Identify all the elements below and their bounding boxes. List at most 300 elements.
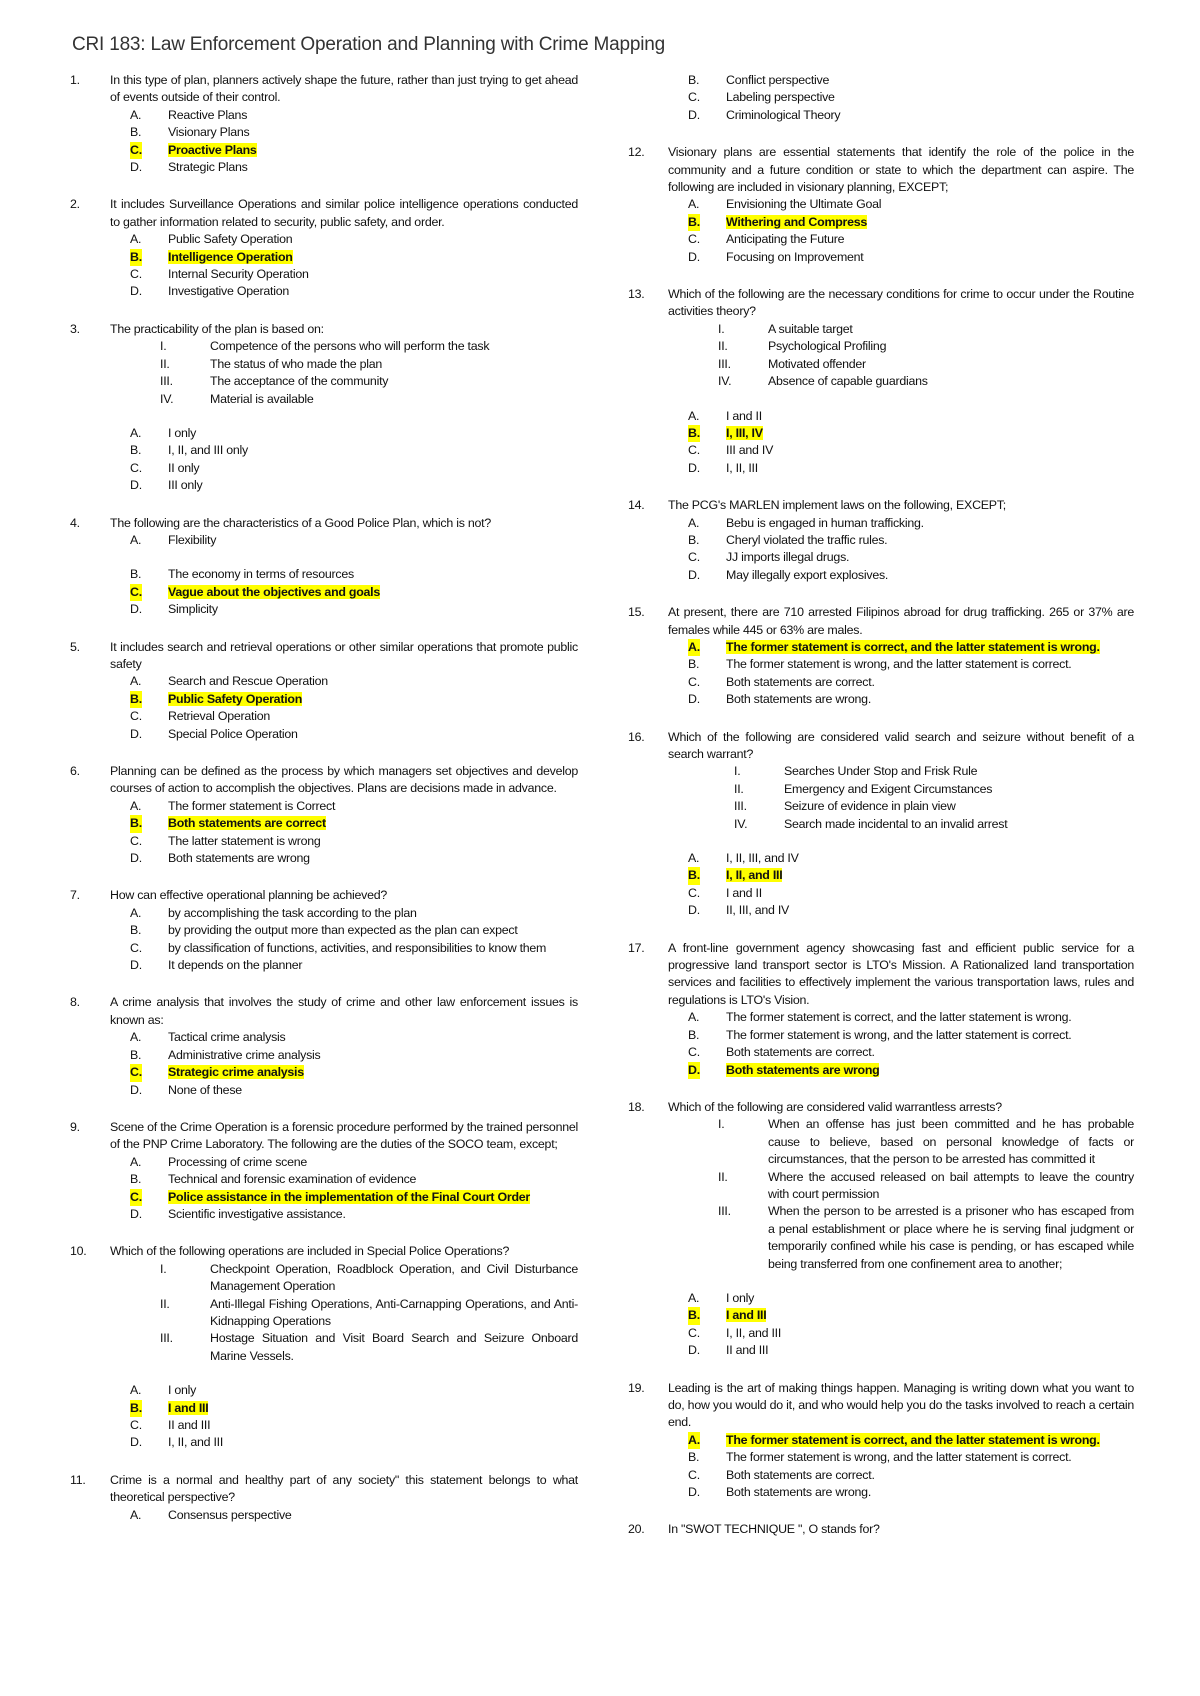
question-text: Crime is a normal and healthy part of any society" this statement belongs to what theoretical perspective?	[110, 1472, 578, 1505]
answer-option	[668, 549, 1134, 566]
option-text: III and IV	[726, 443, 774, 458]
option-list	[110, 673, 578, 743]
answer-option	[110, 922, 578, 939]
question-14	[628, 497, 1134, 584]
question-number: 16.	[628, 729, 645, 744]
roman-text: Absence of capable guardians	[768, 374, 928, 389]
roman-list	[668, 1116, 1134, 1273]
roman-item	[110, 1296, 578, 1331]
option-text: I, II, and III only	[168, 443, 248, 458]
question-number: 18.	[628, 1099, 645, 1114]
answer-option	[110, 957, 578, 974]
answer-option	[668, 89, 1134, 106]
answer-option	[110, 1047, 578, 1064]
roman-item	[668, 816, 1134, 833]
option-text: Administrative crime analysis	[168, 1047, 321, 1062]
option-text: Focusing on Improvement	[726, 249, 864, 264]
answer-option	[668, 850, 1134, 867]
option-letter: A.	[688, 1010, 700, 1025]
roman-list	[668, 321, 1134, 391]
question-text: Which of the following are considered valid search and seizure without benefit of a search warrant?	[668, 729, 1134, 761]
option-text: I only	[726, 1290, 755, 1305]
option-letter: B.	[688, 214, 700, 231]
question-number: 8.	[70, 995, 80, 1010]
option-letter: D.	[688, 567, 700, 582]
roman-text: Where the accused released on bail attempts to leave the country with court permission	[768, 1169, 1134, 1201]
question-text: The PCG's MARLEN implement laws on the following, EXCEPT;	[668, 498, 1006, 513]
page-title: CRI 183: Law Enforcement Operation and Planning with Crime Mapping	[72, 34, 666, 55]
answer-option	[110, 1434, 578, 1451]
option-letter: A.	[130, 1030, 142, 1045]
option-letter: D.	[130, 602, 142, 617]
option-letter: A.	[688, 639, 700, 656]
option-text: The former statement is correct, and the latter statement is wrong.	[726, 1432, 1100, 1447]
option-letter: B.	[130, 443, 142, 458]
option-text: Processing of crime scene	[168, 1154, 308, 1169]
question-number: 1.	[70, 73, 80, 87]
roman-numeral: IV.	[734, 816, 748, 831]
question-number: 4.	[70, 515, 80, 530]
answer-option	[668, 656, 1134, 673]
option-letter: C.	[688, 1467, 700, 1482]
question-text: In this type of plan, planners actively shape the future, rather than just trying to get ahead of events outside of their control.	[110, 73, 578, 105]
question-number: 3.	[70, 321, 80, 336]
correct-answer-option	[668, 639, 1134, 656]
answer-option	[110, 850, 578, 867]
option-letter: C.	[130, 267, 142, 282]
answer-option	[668, 460, 1134, 477]
question-text: Planning can be defined as the process by which managers set objectives and develop courses of action to accomplish the objectives. Plans are decisions made in advance.	[110, 764, 578, 796]
option-text: The former statement is wrong, and the latter statement is correct.	[726, 1450, 1072, 1465]
option-text: The former statement is wrong, and the latter statement is correct.	[726, 1027, 1072, 1042]
option-text: Reactive Plans	[168, 107, 248, 122]
option-letter: D.	[130, 478, 142, 493]
right-column	[628, 72, 1134, 1559]
option-text: I and III	[168, 1400, 209, 1415]
answer-option	[110, 1154, 578, 1171]
question-number: 19.	[628, 1380, 645, 1395]
option-text: I, III, IV	[726, 425, 763, 440]
option-letter: D.	[688, 1343, 700, 1358]
option-text: II and III	[726, 1343, 769, 1358]
answer-option	[668, 1484, 1134, 1501]
option-text: Intelligence Operation	[168, 249, 293, 264]
question-2	[70, 196, 578, 300]
answer-option	[668, 231, 1134, 248]
question-text: Which of the following are considered valid warrantless arrests?	[668, 1099, 1002, 1114]
option-text: Both statements are wrong.	[726, 1485, 872, 1500]
answer-option	[110, 107, 578, 124]
question-text: Scene of the Crime Operation is a forensic procedure performed by the trained personnel of the PNP Crime Laboratory. The following are the duties of the SOCO team, except;	[110, 1119, 578, 1152]
roman-item	[110, 1330, 578, 1365]
question-11-continued	[628, 72, 1134, 124]
question-text: The following are the characteristics of a Good Police Plan, which is not?	[110, 515, 491, 530]
option-text: by classification of functions, activities, and responsibilities to know them	[168, 940, 547, 955]
option-letter: C.	[130, 460, 142, 475]
roman-numeral: II.	[734, 781, 744, 796]
answer-option	[668, 691, 1134, 708]
answer-option	[110, 477, 578, 494]
roman-item	[668, 356, 1134, 373]
option-letter: D.	[130, 1206, 142, 1221]
option-text: I, II, III	[726, 460, 758, 475]
option-text: II only	[168, 460, 200, 475]
option-text: Special Police Operation	[168, 726, 298, 741]
option-text: Investigative Operation	[168, 284, 289, 299]
option-text: Visionary Plans	[168, 125, 250, 140]
question-7	[70, 887, 578, 974]
question-number: 13.	[628, 287, 645, 302]
question-8	[70, 994, 578, 1098]
option-text: I, II, and III	[726, 1325, 782, 1340]
option-letter: A.	[688, 515, 700, 530]
option-text: Public Safety Operation	[168, 691, 303, 706]
option-letter: A.	[688, 197, 700, 212]
question-number: 12.	[628, 145, 645, 160]
roman-text: Checkpoint Operation, Roadblock Operation, and Civil Disturbance Management Operation	[210, 1261, 578, 1294]
question-15	[628, 604, 1134, 708]
option-text: Both statements are correct.	[726, 674, 875, 689]
roman-numeral: III.	[160, 374, 173, 389]
question-17	[628, 940, 1134, 1079]
answer-option	[110, 905, 578, 922]
option-text: I and II	[726, 408, 762, 423]
question-number: 6.	[70, 764, 80, 778]
roman-item	[668, 1203, 1134, 1273]
correct-answer-option	[110, 584, 578, 601]
option-text: Vague about the objectives and goals	[168, 584, 381, 599]
option-text: Strategic crime analysis	[168, 1065, 304, 1080]
option-letter: D.	[688, 107, 700, 122]
question-19	[628, 1380, 1134, 1502]
correct-answer-option	[110, 1400, 578, 1417]
answer-option	[668, 107, 1134, 124]
option-text: Both statements are wrong	[168, 851, 310, 866]
answer-option	[110, 708, 578, 725]
option-letter: B.	[688, 1027, 700, 1042]
option-letter: B.	[130, 249, 142, 266]
answer-option	[668, 515, 1134, 532]
roman-item	[668, 338, 1134, 355]
option-letter: B.	[688, 867, 700, 884]
answer-option	[668, 1342, 1134, 1359]
option-list	[668, 1290, 1134, 1360]
roman-text: Anti-Illegal Fishing Operations, Anti-Carnapping Operations, and Anti-Kidnapping Operations	[210, 1296, 578, 1328]
option-list	[110, 1382, 578, 1452]
correct-answer-option	[110, 1189, 578, 1206]
answer-option	[668, 1325, 1134, 1342]
option-letter: C.	[688, 90, 700, 105]
option-list	[110, 532, 578, 619]
option-letter: B.	[130, 1047, 142, 1062]
option-letter: D.	[688, 1485, 700, 1500]
option-text: Labeling perspective	[726, 90, 835, 105]
option-list	[110, 798, 578, 868]
option-text: The latter statement is wrong	[168, 833, 321, 848]
answer-option	[110, 460, 578, 477]
roman-item	[668, 321, 1134, 338]
option-text: None of these	[168, 1082, 242, 1097]
correct-answer-option	[668, 214, 1134, 231]
answer-option	[668, 674, 1134, 691]
answer-option	[110, 266, 578, 283]
option-list	[110, 1507, 578, 1524]
roman-numeral: I.	[160, 339, 167, 354]
option-letter: B.	[688, 532, 700, 547]
option-text: Retrieval Operation	[168, 709, 270, 724]
option-letter: D.	[130, 851, 142, 866]
option-text: I, II, and III	[726, 868, 783, 883]
roman-numeral: IV.	[718, 374, 732, 389]
roman-item	[668, 781, 1134, 798]
option-text: JJ imports illegal drugs.	[726, 550, 850, 565]
option-letter: D.	[130, 284, 142, 299]
answer-option	[110, 425, 578, 442]
question-text: At present, there are 710 arrested Filipinos abroad for drug trafficking. 265 or 37% are females while 445 or 63% are males.	[668, 605, 1134, 637]
answer-option	[668, 567, 1134, 584]
option-letter: D.	[130, 1082, 142, 1097]
option-letter: A.	[130, 232, 142, 247]
roman-text: A suitable target	[768, 321, 853, 336]
question-12	[628, 144, 1134, 266]
option-text: II and III	[168, 1418, 211, 1432]
option-list	[110, 905, 578, 975]
option-list	[110, 1029, 578, 1099]
question-text: A front-line government agency showcasing fast and efficient public service for a progressive land transport sector is LTO's Mission. A Rationalized land transportation services and facilities to effectively implement the various transportation laws, rules and regulations is LTO's Vision.	[668, 940, 1134, 1007]
question-6	[70, 763, 578, 867]
roman-text: When the person to be arrested is a prisoner who has escaped from a penal establishment or place where he is serving final judgment or temporarily confined while his case is pending, or has escaped while being transferred from one confinement area to another;	[768, 1204, 1134, 1271]
answer-option	[110, 1382, 578, 1399]
option-text: Consensus perspective	[168, 1507, 292, 1522]
answer-option	[668, 1009, 1134, 1026]
option-letter: B.	[130, 1172, 142, 1187]
question-number: 20.	[628, 1522, 645, 1537]
roman-text: The acceptance of the community	[210, 374, 389, 389]
option-letter: D.	[688, 903, 700, 918]
option-letter: B.	[688, 1307, 700, 1324]
option-letter: C.	[130, 1064, 142, 1081]
answer-option	[110, 231, 578, 248]
option-list	[110, 1154, 578, 1224]
answer-option	[668, 1290, 1134, 1307]
option-letter: B.	[688, 1450, 700, 1465]
option-list	[110, 231, 578, 301]
option-text: Withering and Compress	[726, 214, 868, 229]
correct-answer-option	[110, 1064, 578, 1081]
option-letter: A.	[130, 425, 142, 440]
option-text: III only	[168, 478, 203, 493]
option-letter: A.	[688, 851, 700, 866]
correct-answer-option	[110, 249, 578, 266]
option-letter: A.	[688, 408, 700, 423]
roman-text: Searches Under Stop and Frisk Rule	[784, 764, 978, 779]
option-letter: A.	[130, 1383, 142, 1398]
question-9	[70, 1119, 578, 1223]
option-letter: A.	[130, 798, 142, 813]
question-text: Visionary plans are essential statements that identify the role of the police in the community and a future condition or state to which the department can aspire. The following are included in visionary planning, EXCEPT;	[668, 145, 1134, 195]
option-text: May illegally export explosives.	[726, 567, 889, 582]
roman-item	[110, 373, 578, 390]
question-1	[70, 72, 578, 176]
option-letter: C.	[688, 1045, 700, 1060]
option-text: It depends on the planner	[168, 958, 303, 973]
option-letter: B.	[130, 1400, 142, 1417]
option-text: Cheryl violated the traffic rules.	[726, 532, 888, 547]
roman-item	[110, 391, 578, 408]
roman-numeral: II.	[160, 356, 170, 371]
option-letter: C.	[130, 584, 142, 601]
option-letter: B.	[130, 125, 142, 140]
roman-text: Psychological Profiling	[768, 339, 887, 354]
option-text: Envisioning the Ultimate Goal	[726, 197, 882, 212]
answer-option	[668, 1044, 1134, 1061]
option-text: The economy in terms of resources	[168, 567, 354, 582]
option-letter: A.	[130, 1507, 142, 1522]
answer-option	[110, 1082, 578, 1099]
option-letter: D.	[130, 160, 142, 175]
option-letter: C.	[130, 709, 142, 724]
answer-option	[110, 124, 578, 141]
option-letter: D.	[688, 460, 700, 475]
question-text: The practicability of the plan is based on:	[110, 321, 324, 336]
roman-numeral: III.	[734, 799, 747, 814]
option-text: I, II, III, and IV	[726, 851, 799, 866]
answer-option	[668, 1449, 1134, 1466]
answer-option	[110, 726, 578, 743]
option-text: I and II	[726, 885, 762, 900]
option-text: Police assistance in the implementation of the Final Court Order	[168, 1189, 530, 1204]
option-text: by accomplishing the task according to the plan	[168, 905, 417, 920]
answer-option	[110, 833, 578, 850]
answer-option	[110, 1417, 578, 1434]
option-text: I only	[168, 1383, 197, 1398]
answer-option	[110, 601, 578, 618]
question-18	[628, 1099, 1134, 1360]
option-letter: D.	[130, 958, 142, 973]
option-text: Internal Security Operation	[168, 267, 309, 282]
question-number: 2.	[70, 197, 80, 212]
answer-option	[668, 902, 1134, 919]
option-letter: C.	[688, 232, 700, 247]
option-text: The former statement is wrong, and the latter statement is correct.	[726, 657, 1072, 672]
option-list	[668, 639, 1134, 709]
question-4	[70, 515, 578, 619]
answer-option	[110, 673, 578, 690]
option-text: II, III, and IV	[726, 903, 790, 918]
option-letter: C.	[688, 443, 700, 458]
answer-option	[668, 1467, 1134, 1484]
roman-numeral: I.	[160, 1261, 167, 1276]
question-text: It includes Surveillance Operations and similar police intelligence operations conducted to gather information related to security, public safety, and order.	[110, 197, 578, 229]
option-letter: D.	[130, 1435, 142, 1450]
roman-text: The status of who made the plan	[210, 356, 383, 371]
answer-option	[110, 159, 578, 176]
option-letter: B.	[688, 73, 700, 87]
correct-answer-option	[110, 815, 578, 832]
question-text: It includes search and retrieval operations or other similar operations that promote public safety	[110, 639, 578, 671]
question-number: 15.	[628, 605, 645, 620]
option-list	[110, 425, 578, 495]
question-text: Leading is the art of making things happen. Managing is writing down what you want to do, how you would do it, and who would help you do the tasks involved to reach a certain end.	[668, 1380, 1134, 1430]
answer-option	[668, 408, 1134, 425]
roman-numeral: III.	[718, 1204, 731, 1219]
option-text: I only	[168, 425, 197, 440]
option-letter: C.	[130, 142, 142, 159]
option-text: Scientific investigative assistance.	[168, 1206, 346, 1221]
roman-numeral: II.	[718, 339, 728, 354]
option-letter: B.	[688, 657, 700, 672]
option-letter: B.	[130, 691, 142, 708]
roman-item	[668, 763, 1134, 780]
question-20	[628, 1521, 1134, 1538]
option-text: Conflict perspective	[726, 73, 830, 87]
roman-numeral: II.	[160, 1296, 170, 1311]
question-11	[70, 1472, 578, 1524]
option-letter: B.	[130, 923, 142, 938]
option-letter: C.	[130, 1189, 142, 1206]
question-text: Which of the following are the necessary conditions for crime to occur under the Routine activities theory?	[668, 287, 1134, 319]
answer-option	[110, 1206, 578, 1223]
option-text: Criminological Theory	[726, 107, 841, 122]
roman-text: Search made incidental to an invalid arrest	[784, 816, 1008, 831]
option-list	[110, 107, 578, 177]
question-number: 9.	[70, 1119, 80, 1134]
question-text: How can effective operational planning be achieved?	[110, 888, 388, 903]
roman-item	[668, 798, 1134, 815]
option-text: Both statements are wrong	[726, 1062, 880, 1077]
answer-option	[110, 1029, 578, 1046]
option-letter: D.	[130, 726, 142, 741]
option-letter: C.	[688, 885, 700, 900]
roman-text: Seizure of evidence in plain view	[784, 799, 956, 814]
left-column	[70, 72, 578, 1544]
answer-option	[110, 798, 578, 815]
option-text: Both statements are correct.	[726, 1045, 875, 1060]
question-number: 10.	[70, 1244, 87, 1259]
option-text: Public Safety Operation	[168, 232, 293, 247]
option-letter: A.	[688, 1432, 700, 1449]
roman-list	[110, 1261, 578, 1365]
question-number: 11.	[70, 1472, 86, 1487]
option-text: Technical and forensic examination of evidence	[168, 1172, 417, 1187]
answer-option	[110, 1507, 578, 1524]
option-letter: A.	[688, 1290, 700, 1305]
option-text: Bebu is engaged in human trafficking.	[726, 515, 924, 530]
answer-option	[110, 566, 578, 583]
option-text: Search and Rescue Operation	[168, 674, 328, 689]
answer-option	[110, 442, 578, 459]
answer-option	[668, 442, 1134, 459]
question-10	[70, 1243, 578, 1451]
correct-answer-option	[668, 425, 1134, 442]
option-list	[668, 1432, 1134, 1502]
option-letter: C.	[688, 550, 700, 565]
roman-text: Motivated offender	[768, 356, 866, 371]
option-list	[668, 850, 1134, 920]
answer-option	[110, 940, 578, 957]
option-list	[668, 1009, 1134, 1079]
option-text: Both statements are correct	[168, 816, 326, 831]
option-letter: B.	[130, 815, 142, 832]
option-text: Anticipating the Future	[726, 232, 845, 247]
question-5	[70, 639, 578, 743]
roman-numeral: III.	[718, 356, 731, 371]
question-number: 7.	[70, 888, 80, 903]
question-13	[628, 286, 1134, 477]
roman-list	[110, 338, 578, 408]
option-letter: C.	[130, 940, 142, 955]
option-letter: A.	[130, 674, 142, 689]
